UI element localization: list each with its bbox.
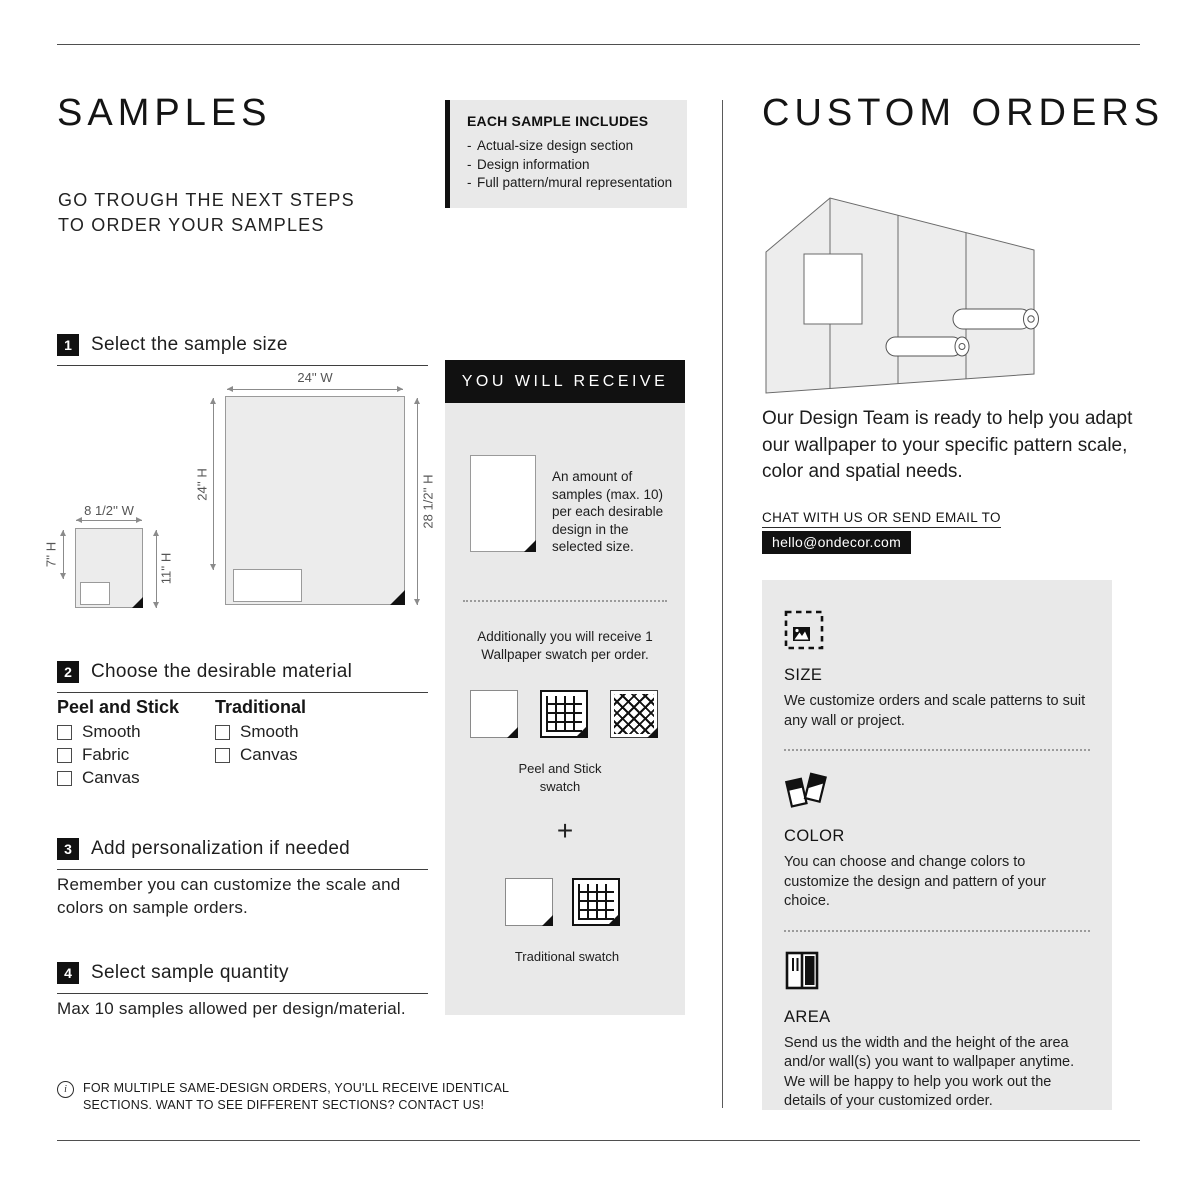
- material-option-traditional-canvas[interactable]: [215, 745, 298, 765]
- small-sample-height-right-label: 11'' H: [158, 552, 174, 585]
- traditional-swatch-label: Traditional swatch: [514, 949, 620, 964]
- feature-area: [784, 950, 1090, 1112]
- step-1-header: [57, 334, 428, 366]
- small-sample-height-left-dimension-line: [63, 530, 64, 579]
- dotted-divider: [463, 600, 667, 602]
- info-icon: [57, 1081, 74, 1098]
- checkbox-icon[interactable]: [215, 748, 230, 763]
- checkbox-icon[interactable]: [215, 725, 230, 740]
- wallpaper-roll-icon: [953, 309, 1039, 329]
- material-option-peel-fabric[interactable]: [57, 745, 129, 765]
- step-2-label: Choose the desirable material: [91, 661, 353, 682]
- you-will-receive-header: YOU WILL RECEIVE: [445, 360, 685, 403]
- small-sample-height-left-label: 7'' H: [43, 541, 59, 568]
- material-option-label: Canvas: [82, 768, 140, 787]
- traditional-swatch-plain: [505, 878, 553, 926]
- samples-subtitle-line1: GO TROUGH THE NEXT STEPS: [58, 190, 355, 210]
- step-1-label: Select the sample size: [91, 334, 288, 355]
- top-divider: [57, 44, 1140, 45]
- peel-swatch-crosshatch-pattern: [610, 690, 658, 738]
- includes-item: - Design information: [467, 156, 673, 175]
- feature-area-title: AREA: [784, 1007, 831, 1026]
- material-traditional-title: Traditional: [215, 697, 307, 717]
- includes-item: - Actual-size design section: [467, 137, 673, 156]
- includes-title: EACH SAMPLE INCLUDES: [467, 113, 649, 129]
- material-option-label: Smooth: [82, 722, 141, 741]
- small-sample-height-right-dimension-line: [156, 530, 157, 608]
- small-sample-width-label: 8 1/2'' W: [84, 503, 134, 518]
- sample-sheet-illustration: [470, 455, 536, 552]
- folded-corner-icon: [524, 540, 536, 552]
- material-peel-and-stick-title: Peel and Stick: [57, 697, 180, 717]
- folded-corner-icon: [390, 590, 405, 605]
- large-sample-info-section: [233, 569, 302, 602]
- step-4-header: [57, 962, 428, 994]
- material-option-label: Fabric: [82, 745, 130, 764]
- large-sample-width-label: 24'' W: [297, 370, 333, 385]
- additional-swatch-text: Additionally you will receive 1 Wallpaper swatch per order.: [477, 629, 653, 662]
- receive-samples-text: An amount of samples (max. 10) per each desirable design in the selected size.: [552, 469, 664, 554]
- quantity-note: Max 10 samples allowed per design/material.: [57, 999, 406, 1018]
- feature-size-title: SIZE: [784, 666, 823, 684]
- small-sample-info-section: [80, 582, 110, 605]
- feature-color: [784, 769, 1090, 912]
- feature-area-text: Send us the width and the height of the area and/or wall(s) you want to wallpaper anytime. We will be happy to help you work out the details of your customized order.: [784, 1034, 1075, 1109]
- step-2-number-badge: 2: [57, 661, 79, 683]
- material-option-peel-smooth[interactable]: [57, 722, 141, 742]
- step-1-number-badge: 1: [57, 334, 79, 356]
- peel-swatch-label: Peel and Stick swatch: [518, 761, 602, 794]
- small-sample-diagram: [75, 528, 143, 608]
- material-option-label: Smooth: [240, 722, 299, 741]
- feature-size-text: We customize orders and scale patterns to suit any wall or project.: [784, 693, 1086, 729]
- each-sample-includes-box: [445, 100, 687, 208]
- material-option-traditional-smooth[interactable]: [215, 722, 299, 742]
- contact-email-link[interactable]: hello@ondecor.com: [762, 531, 911, 554]
- samples-subtitle: [58, 188, 355, 238]
- wall-area-icon: [784, 950, 1090, 997]
- step-4-label: Select sample quantity: [91, 962, 289, 983]
- large-sample-width-dimension-line: [227, 389, 403, 390]
- step-2-header: [57, 661, 428, 693]
- folded-corner-icon: [507, 727, 518, 738]
- traditional-swatch-grid-pattern: [572, 878, 620, 926]
- folded-corner-icon: [132, 597, 143, 608]
- folded-corner-icon: [647, 727, 658, 738]
- plus-icon: +: [556, 815, 574, 846]
- folded-corner-icon: [576, 726, 587, 737]
- custom-orders-intro: Our Design Team is ready to help you adapt our wallpaper to your specific pattern scale, color and spatial needs.: [762, 408, 1133, 482]
- custom-orders-title: CUSTOM ORDERS: [762, 92, 1165, 134]
- large-sample-height-right-dimension-line: [417, 398, 418, 605]
- footnote: [57, 1080, 537, 1113]
- folded-corner-icon: [542, 915, 553, 926]
- step-3-header: [57, 838, 428, 870]
- small-sample-width-dimension-line: [76, 520, 142, 521]
- peel-swatch-plain: [470, 690, 518, 738]
- large-sample-height-left-label: 24'' H: [194, 468, 210, 501]
- samples-title: SAMPLES: [57, 92, 272, 134]
- checkbox-icon[interactable]: [57, 725, 72, 740]
- dotted-divider: [784, 749, 1090, 751]
- personalization-note: Remember you can customize the scale and colors on sample orders.: [57, 875, 401, 917]
- step-3-label: Add personalization if needed: [91, 838, 351, 859]
- includes-item: - Full pattern/mural representation: [467, 174, 673, 193]
- custom-orders-panel: [762, 580, 1112, 1110]
- peel-swatch-grid-pattern: [540, 690, 588, 738]
- material-option-label: Canvas: [240, 745, 298, 764]
- feature-size: [784, 610, 1090, 731]
- samples-subtitle-line2: TO ORDER YOUR SAMPLES: [58, 215, 325, 235]
- large-sample-height-right-label: 28 1/2'' H: [420, 474, 436, 529]
- bottom-divider: [57, 1140, 1140, 1141]
- step-3-number-badge: 3: [57, 838, 79, 860]
- large-sample-height-left-dimension-line: [213, 398, 214, 570]
- step-4-number-badge: 4: [57, 962, 79, 984]
- footnote-text: FOR MULTIPLE SAME-DESIGN ORDERS, YOU'LL RECEIVE IDENTICAL SECTIONS. WANT TO SEE DIFFERENT SECTIONS? CONTACT US!: [83, 1081, 509, 1112]
- large-sample-diagram: [225, 396, 405, 605]
- feature-color-text: You can choose and change colors to customize the design and pattern of your choice.: [784, 854, 1046, 909]
- feature-color-title: COLOR: [784, 827, 845, 845]
- column-divider: [722, 100, 723, 1108]
- color-swatches-icon: [784, 769, 1090, 816]
- dotted-divider: [784, 930, 1090, 932]
- contact-label: CHAT WITH US OR SEND EMAIL TO: [762, 510, 1001, 528]
- folded-corner-icon: [608, 914, 619, 925]
- checkbox-icon[interactable]: [57, 748, 72, 763]
- material-option-peel-canvas[interactable]: [57, 768, 140, 788]
- image-size-icon: [784, 610, 1090, 655]
- wallpaper-wall-illustration: [760, 188, 1042, 405]
- wallpaper-roll-icon: [886, 337, 969, 356]
- checkbox-icon[interactable]: [57, 771, 72, 786]
